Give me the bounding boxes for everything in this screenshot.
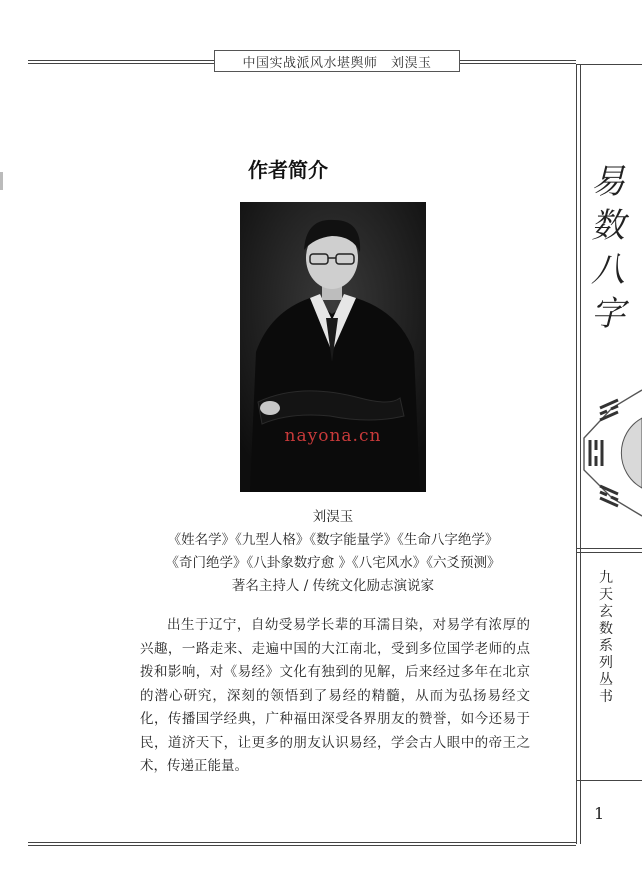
author-photo	[240, 202, 426, 492]
footer-rule	[28, 845, 576, 846]
photo-watermark: nayona.cn	[284, 426, 382, 446]
section-title: 作者简介	[248, 158, 328, 182]
sidebar-title-char: 易	[591, 162, 625, 202]
sidebar-title-char: 八	[591, 250, 625, 290]
series-char: 丛	[599, 672, 613, 688]
series-char: 九	[599, 570, 613, 586]
series-char: 天	[599, 587, 613, 603]
sidebar-title-char: 数	[591, 206, 625, 246]
sidebar-rule	[576, 64, 577, 844]
sidebar-book-title	[588, 160, 628, 336]
author-roles: 著名主持人 / 传统文化励志演说家	[231, 578, 435, 594]
series-char: 书	[599, 689, 613, 705]
footer-rule	[28, 842, 576, 843]
author-works-line: 《奇门绝学》《八卦象数疗愈 》《八宅风水》《六爻预测》	[165, 555, 501, 571]
sidebar-rule	[576, 780, 642, 781]
series-char: 列	[599, 655, 613, 671]
sidebar-title-char: 字	[591, 294, 625, 334]
sidebar-rule	[576, 64, 642, 65]
sidebar-rule	[576, 548, 642, 549]
author-name: 刘淏玉	[312, 509, 354, 525]
series-char: 系	[599, 638, 613, 654]
author-portrait	[240, 202, 426, 492]
series-char: 数	[599, 621, 613, 637]
author-biography: 出生于辽宁，自幼受易学长辈的耳濡目染，对易学有浓厚的兴趣，一路走来、走遍中国的大江南北，受到多位国学老师的点拨和影响，对《易经》文化有独到的见解，后来经过多年在北京的潜心研究，深刻的领悟到了易经的精髓，从而为弘扬易经文化，传播国学经典，广种福田深受各界朋友的赞誉，如今还易于民，道济天下，让更多的朋友认识易经，学会古人眼中的帝王之术，传递正能量。	[140, 617, 530, 774]
author-works-line: 《姓名学》《九型人格》《数字能量学》《生命八字绝学》	[167, 532, 499, 548]
page-number: 1	[594, 804, 605, 823]
running-header: 中国实战派风水堪舆师 刘淏玉	[214, 50, 460, 72]
series-char: 玄	[599, 604, 613, 620]
